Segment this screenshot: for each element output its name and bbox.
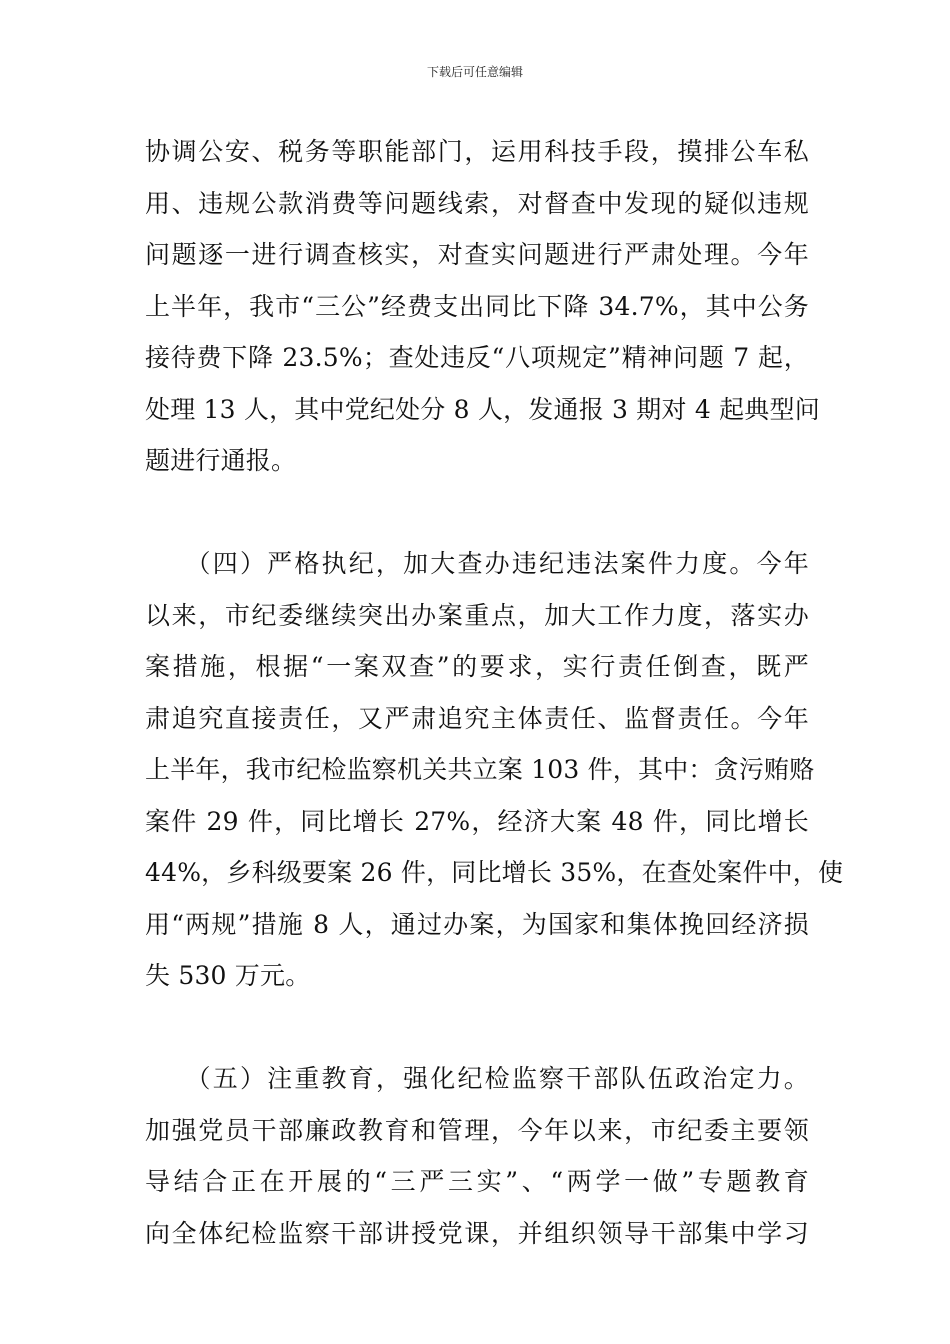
text-line: 案措施，根据“一案双查”的要求，实行责任倒查，既严 xyxy=(145,652,809,681)
paragraph-section-4 xyxy=(145,538,844,1002)
text-line: 加强党员干部廉政教育和管理，今年以来，市纪委主要领 xyxy=(145,1115,809,1145)
text-line: 上半年，我市“三公”经费支出同比下降 34.7%，其中公务 xyxy=(145,291,809,321)
text-line: （五）注重教育，强化纪检监察干部队伍政治定力。 xyxy=(145,1064,809,1093)
text-line: 协调公安、税务等职能部门，运用科技手段，摸排公车私 xyxy=(145,137,809,166)
text-line: 失 530 万元。 xyxy=(145,961,311,990)
text-line: 用、违规公款消费等问题线索，对督查中发现的疑似违规 xyxy=(145,188,809,218)
paragraph-gap xyxy=(145,487,809,539)
text-line: 案件 29 件，同比增长 27%，经济大案 48 件，同比增长 xyxy=(145,806,809,836)
text-line: 问题逐一进行调查核实，对查实问题进行严肃处理。今年 xyxy=(145,240,809,269)
text-line: 题进行通报。 xyxy=(145,446,297,475)
page-header: 下载后可任意编辑 xyxy=(426,65,523,79)
document-body xyxy=(145,126,844,1259)
paragraph-section-5 xyxy=(145,1053,809,1259)
text-line: 用“两规”措施 8 人，通过办案，为国家和集体挽回经济损 xyxy=(145,909,809,939)
text-line: 处理 13 人，其中党纪处分 8 人，发通报 3 期对 4 起典型问 xyxy=(145,394,820,424)
text-line: 导结合正在开展的“三严三实”、“两学一做”专题教育 xyxy=(145,1167,809,1196)
text-line: 上半年，我市纪检监察机关共立案 103 件，其中：贪污贿赂 xyxy=(145,755,815,784)
paragraph-continued xyxy=(145,126,820,487)
text-line: 接待费下降 23.5%；查处违反“八项规定”精神问题 7 起， xyxy=(145,343,809,372)
text-line: 以来，市纪委继续突出办案重点，加大工作力度，落实办 xyxy=(145,600,809,630)
text-line: （四）严格执纪，加大查办违纪违法案件力度。今年 xyxy=(145,549,809,578)
text-line: 44%，乡科级要案 26 件，同比增长 35%，在查处案件中，使 xyxy=(145,858,844,887)
text-line: 向全体纪检监察干部讲授党课，并组织领导干部集中学习 xyxy=(145,1218,809,1248)
text-line: 肃追究直接责任，又严肃追究主体责任、监督责任。今年 xyxy=(145,703,809,733)
paragraph-gap xyxy=(145,1002,809,1054)
